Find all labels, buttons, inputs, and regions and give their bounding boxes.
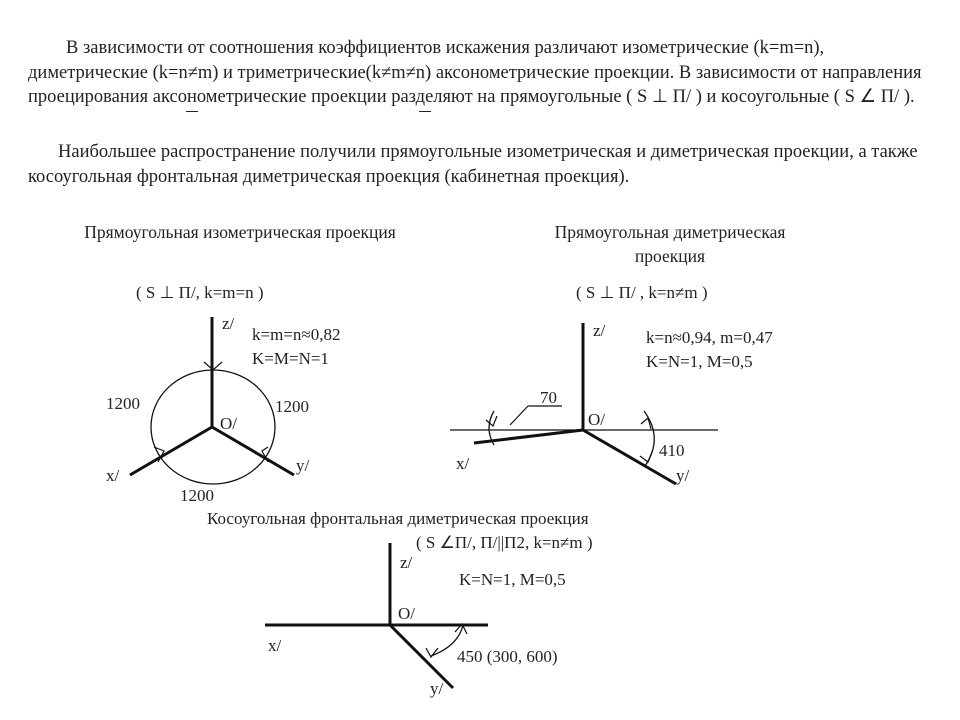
dim-angle-y: 410 [659, 441, 685, 460]
intro-paragraph-1: В зависимости от соотношения коэффициентов искажения различают изометрические (k=m=n), диметрические (k=n≠m) и триметрические(k≠m≠n) аксонометрические проекции. В зависимости от направления проецирования аксонометрические проекции разделяют на прямоугольные ( S ⊥ П/ ) и косоугольные ( S ∠ П/ ). [28, 38, 922, 107]
dim-leader-7 [510, 406, 528, 425]
iso-angle-right: 1200 [275, 397, 309, 416]
cab-angle-label: 450 (300, 600) [457, 647, 558, 666]
dim-coef-1: k=n≈0,94, m=0,47 [646, 328, 773, 347]
dim-x-label: x/ [456, 454, 470, 473]
dim-z-label: z/ [593, 321, 606, 340]
cab-origin-label: O/ [398, 604, 415, 623]
iso-coef-1: k=m=n≈0,82 [252, 325, 341, 344]
cab-y-label: y/ [430, 679, 444, 698]
cab-title: Косоугольная фронтальная диметрическая проекция [207, 509, 589, 528]
dim-y-label: y/ [676, 466, 690, 485]
iso-origin-label: O/ [220, 414, 237, 433]
cab-z-label: z/ [400, 553, 413, 572]
iso-condition: ( S ⊥ П/, k=m=n ) [136, 283, 264, 302]
s-vector-bar [186, 111, 198, 112]
iso-y-label: y/ [296, 456, 310, 475]
cab-coef: K=N=1, M=0,5 [459, 570, 566, 589]
cab-y-axis [390, 625, 453, 688]
iso-y-axis [212, 427, 294, 475]
s-vector-bar [419, 111, 431, 112]
dim-coef-2: K=N=1, M=0,5 [646, 352, 753, 371]
dim-condition: ( S ⊥ П/ , k=n≠m ) [576, 283, 708, 302]
iso-angle-bottom: 1200 [180, 486, 214, 505]
iso-x-label: x/ [106, 466, 120, 485]
cab-condition: ( S ∠П/, П/||П2, k=n≠m ) [416, 533, 593, 552]
dim-angle-x: 70 [540, 388, 557, 407]
iso-coef-2: K=M=N=1 [252, 349, 329, 368]
dim-title: Прямоугольная диметрическая проекция [554, 222, 786, 266]
iso-angle-left: 1200 [106, 394, 140, 413]
cab-x-label: x/ [268, 636, 282, 655]
iso-z-label: z/ [222, 314, 235, 333]
dim-origin-label: O/ [588, 410, 605, 429]
iso-x-axis [130, 427, 212, 475]
iso-title: Прямоугольная изометрическая проекция [84, 222, 396, 242]
intro-paragraph-2: Наибольшее распространение получили прямоугольные изометрическая и диметрическая проекции, а также косоугольная фронтальная диметрическая проекция (кабинетная проекция). [28, 142, 918, 187]
